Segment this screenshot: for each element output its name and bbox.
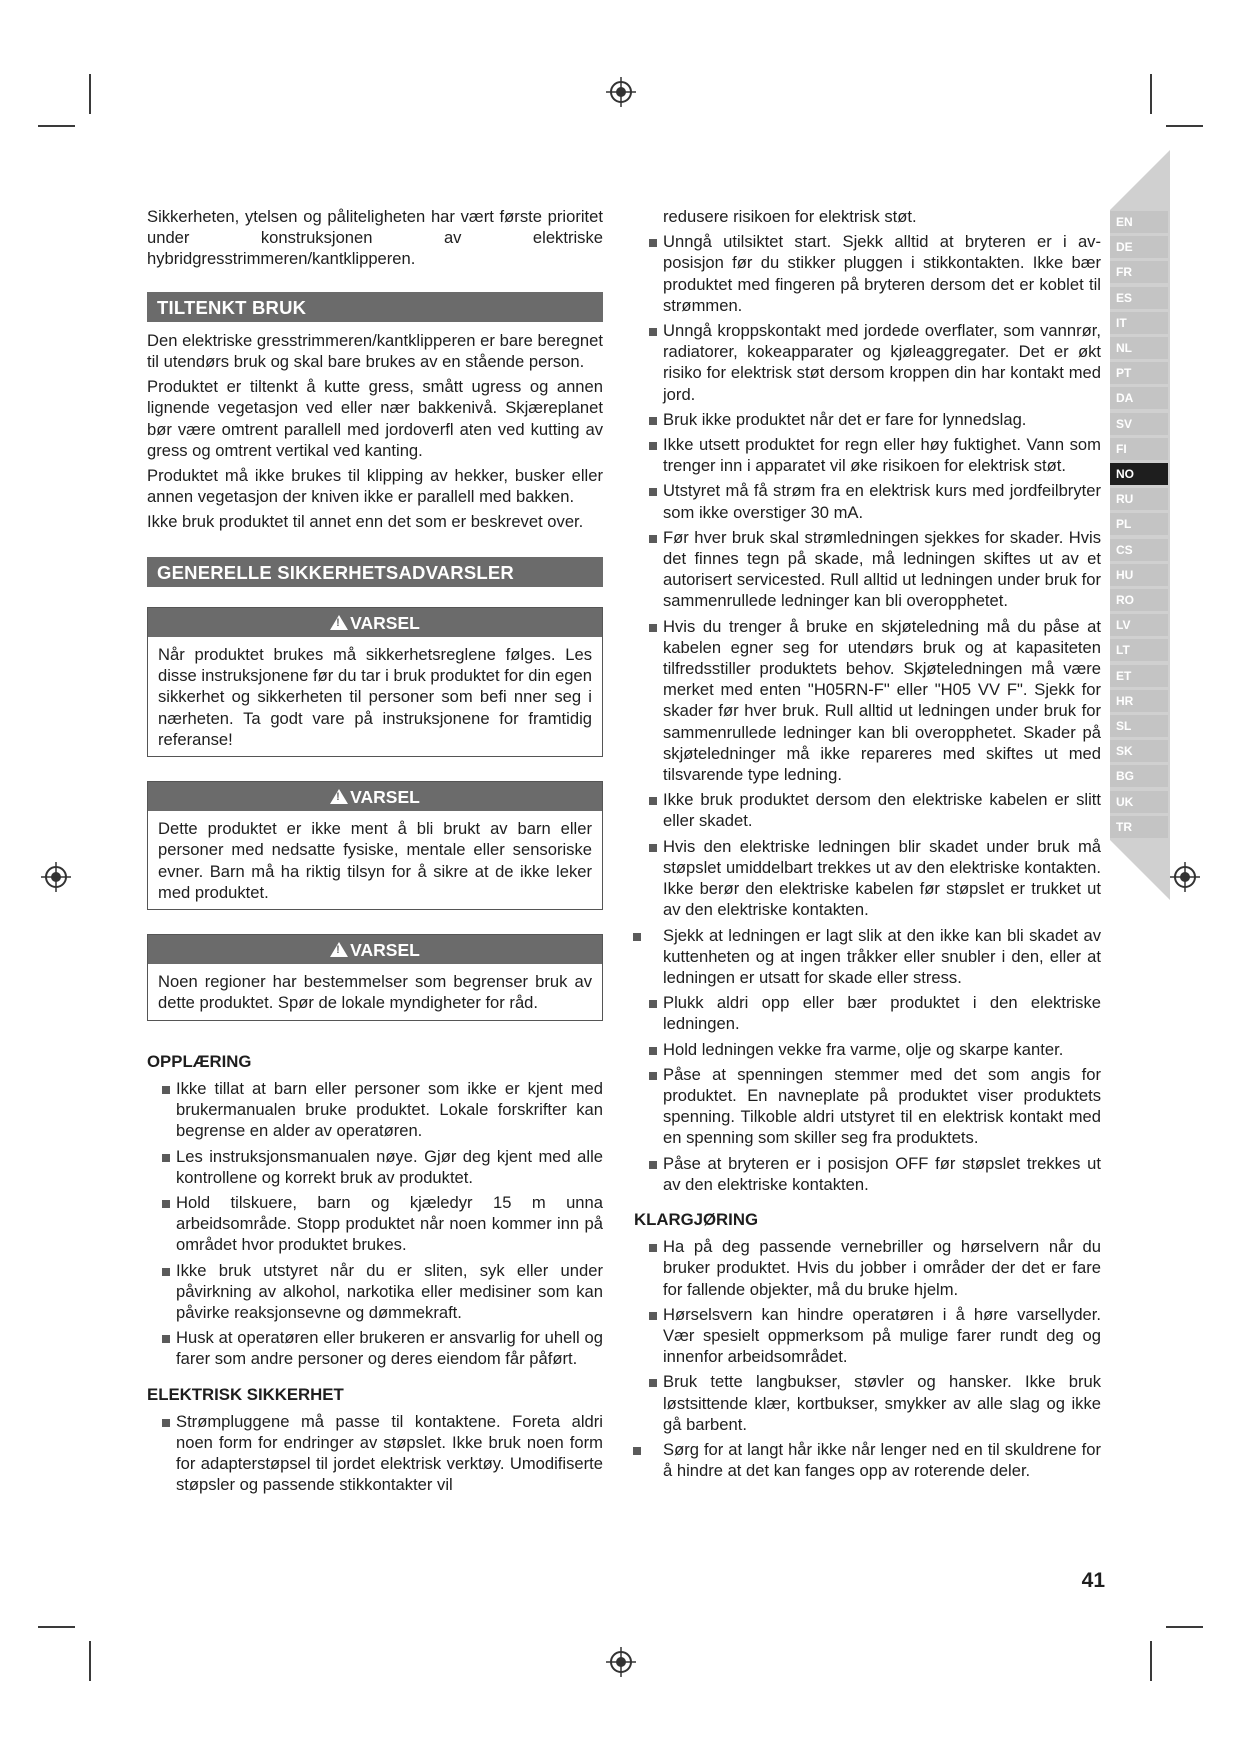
list-item: Bruk ikke produktet når det er fare for lynnedslag. (634, 409, 1101, 430)
language-tab-bg[interactable]: BG (1110, 765, 1168, 787)
left-column (147, 206, 603, 1500)
language-tab-cs[interactable]: CS (1110, 539, 1168, 561)
crop-mark-top-left-v (89, 74, 91, 114)
crop-mark-bottom-left-h (38, 1626, 75, 1628)
language-tab-fr[interactable]: FR (1110, 261, 1168, 283)
list-item: Sjekk at ledningen er lagt slik at den ikke kan bli skadet av kuttenheten og at ingen tråkker eller snubler i den, eller at ledningen er utsatt for skade eller stress. (634, 925, 1101, 989)
language-tab-pl[interactable]: PL (1110, 513, 1168, 535)
list-item: Unngå kroppskontakt med jordede overflater, som vannrør, radiatorer, kokeapparater og kjøleaggregater. Det er økt risiko for elektrisk støt dersom kroppen din har kontakt med jord. (634, 320, 1101, 405)
warning-header (148, 935, 602, 964)
crop-mark-top-left-h (38, 125, 75, 127)
warning-title: VARSEL (350, 612, 420, 633)
list-item: Hørselsvern kan hindre operatøren i å høre varsellyder. Vær spesielt oppmerksom på mulige farer rundt deg og innenfor arbeidsområdet. (634, 1304, 1101, 1368)
language-tab-sv[interactable]: SV (1110, 413, 1168, 435)
list-item: Utstyret må få strøm fra en elektrisk kurs med jordfeilbryter som ikke overstiger 30 mA. (634, 480, 1101, 522)
warning-header (148, 782, 602, 811)
list-item: Påse at bryteren er i posisjon OFF før støpslet trekkes ut av den elektriske kontakten. (634, 1153, 1101, 1195)
list-item: Hvis du trenger å bruke en skjøteledning må du påse at kabelen egner seg for utendørs bruk og at kapasiteten tilfredsstiller produktets behov. Skjøteledningen må være merket med enten "H05RN-F" eller "H05 VV F". Sjekk for skader før hver bruk. Rull alltid ut ledningen under bruk for sammenrullede ledninger kan bli overopphetet. Skader på skjøteledninger må ikke repareres med skiftes ut med tilsvarende type ledning. (634, 616, 1101, 786)
warning-title: VARSEL (350, 787, 420, 808)
language-tab-fi[interactable]: FI (1110, 438, 1168, 460)
section-title-intended-use: TILTENKT BRUK (147, 292, 603, 322)
heading-training: OPPLÆRING (147, 1051, 252, 1071)
heading-electrical-safety: ELEKTRISK SIKKERHET (147, 1384, 344, 1404)
list-item: Plukk aldri opp eller bær produktet i den elektriske ledningen. (634, 992, 1101, 1034)
language-tab-et[interactable]: ET (1110, 665, 1168, 687)
electrical-list (147, 1411, 603, 1496)
registration-mark-icon (1170, 862, 1200, 892)
registration-mark-icon (606, 1647, 636, 1677)
list-item: Ikke tillat at barn eller personer som ikke er kjent med brukermanualen bruke produktet. Lokale forskrifter kan begrense en alder av operatøren. (147, 1078, 603, 1142)
list-item: Før hver bruk skal strømledningen sjekkes for skader. Hvis det finnes tegn på skade, må ledningen skiftes ut av et autorisert servicested. Rull alltid ut ledningen under bruk for sammenrullede ledninger kan bli overopphetet. (634, 527, 1101, 612)
warning-triangle-icon (330, 615, 348, 630)
crop-mark-top-right-v (1150, 74, 1152, 114)
warning-header (148, 608, 602, 637)
language-tab-es[interactable]: ES (1110, 287, 1168, 309)
language-tab-nl[interactable]: NL (1110, 337, 1168, 359)
language-tab-hu[interactable]: HU (1110, 564, 1168, 586)
warning-triangle-icon (330, 942, 348, 957)
list-item: Strømpluggene må passe til kontaktene. Foreta aldri noen form for endringer av støpslet. Ikke bruk noen form for adapterstøpsel til jordet elektrisk verktøy. Umodifiserte støpsler og passende stikkontakter vil (147, 1411, 603, 1496)
language-tab-pt[interactable]: PT (1110, 362, 1168, 384)
intro-text: Sikkerheten, ytelsen og påliteligheten har vært første prioritet under konstruksjonen av elektriske hybridgresstrimmeren/kantklipperen. (147, 207, 603, 269)
electrical-list-continued (634, 231, 1101, 1195)
intended-use-p4: Ikke bruk produktet til annet enn det som er beskrevet over. (147, 512, 584, 532)
list-item: Ikke utsett produktet for regn eller høy fuktighet. Vann som trenger inn i apparatet vil øke risikoen for elektrisk støt. (634, 434, 1101, 476)
crop-mark-bottom-right-v (1150, 1641, 1152, 1681)
language-tab-lv[interactable]: LV (1110, 614, 1168, 636)
crop-mark-bottom-right-h (1166, 1626, 1203, 1628)
warning-box (147, 781, 603, 910)
continuation-text: redusere risikoen for elektrisk støt. (663, 207, 917, 226)
intended-use-p2: Produktet er tiltenkt å kutte gress, smått ugress og annen lignende vegetasjon ved eller nær bakkenivå. Skjæreplanet bør være omtrent parallell med jordoverfl aten ved kutting av gress og omtrent vertikal ved kanting. (147, 377, 603, 460)
list-item: Sørg for at langt hår ikke når lenger ned en til skuldrene for å hindre at det kan fanges opp av roterende deler. (634, 1439, 1101, 1481)
warning-box (147, 934, 603, 1021)
language-tab-tr[interactable]: TR (1110, 816, 1168, 838)
list-item: Ha på deg passende vernebriller og hørselvern når du bruker produktet. Hvis du jobber i områder der det er fare for fallende objekter, må du bruke hjelm. (634, 1236, 1101, 1300)
list-item: Ikke bruk produktet dersom den elektriske kabelen er slitt eller skadet. (634, 789, 1101, 831)
language-tab-uk[interactable]: UK (1110, 791, 1168, 813)
language-tab-de[interactable]: DE (1110, 236, 1168, 258)
warning-box (147, 607, 603, 757)
page-number: 41 (1081, 1569, 1105, 1592)
crop-mark-top-right-h (1166, 125, 1203, 127)
list-item: Husk at operatøren eller brukeren er ansvarlig for uhell og farer som andre personer og deres eiendom får påført. (147, 1327, 603, 1369)
warning-title: VARSEL (350, 940, 420, 961)
section-title-general-warnings: GENERELLE SIKKERHETSADVARSLER (147, 557, 603, 587)
language-tab-no[interactable]: NO (1110, 463, 1168, 485)
language-tab-ro[interactable]: RO (1110, 589, 1168, 611)
list-item: Hold ledningen vekke fra varme, olje og skarpe kanter. (634, 1039, 1101, 1060)
language-tab-da[interactable]: DA (1110, 387, 1168, 409)
list-item: Hvis den elektriske ledningen blir skadet under bruk må støpslet umiddelbart trekkes ut av den elektriske kontakten. Ikke berør den elektriske kabelen før støpslet er trukket ut av den elektriske kontakten. (634, 836, 1101, 921)
list-item: Påse at spenningen stemmer med det som angis for produktet. En navneplate på produktet viser produktets spenning. Tilkoble aldri utstyret til en elektrisk kontakt med en spenning som skiller seg fra produktets. (634, 1064, 1101, 1149)
warning-text: Noen regioner har bestemmelser som begrenser bruk av dette produktet. Spør de lokale myndigheter for råd. (158, 972, 592, 1013)
language-tab-lt[interactable]: LT (1110, 639, 1168, 661)
preparation-list (634, 1236, 1101, 1481)
list-item: Unngå utilsiktet start. Sjekk alltid at bryteren er i av-posisjon før du stikker pluggen i stikkontakten. Ikke bær produktet med fingeren på bryteren dersom det er koblet til strømmen. (634, 231, 1101, 316)
intended-use-p3: Produktet må ikke brukes til klipping av hekker, busker eller annen vegetasjon der kniven ikke er parallell med bakken. (147, 466, 603, 507)
language-tab-en[interactable]: EN (1110, 211, 1168, 233)
warning-text: Dette produktet er ikke ment å bli brukt av barn eller personer med nedsatte fysiske, mentale eller sensoriske evner. Barn må ha riktig tilsyn for å sikre at de ikke leker med produktet. (158, 819, 592, 902)
language-tab-it[interactable]: IT (1110, 312, 1168, 334)
registration-mark-icon (606, 77, 636, 107)
training-list (147, 1078, 603, 1370)
language-tab-sl[interactable]: SL (1110, 715, 1168, 737)
language-tab-sk[interactable]: SK (1110, 740, 1168, 762)
intended-use-p1: Den elektriske gresstrimmeren/kantklipperen er bare beregnet til utendørs bruk og skal bare brukes av en stående person. (147, 330, 603, 372)
registration-mark-icon (41, 862, 71, 892)
warning-text: Når produktet brukes må sikkerhetsreglene følges. Les disse instruksjonene før du tar i bruk produktet for din egen sikkerhet og sikkerheten til personer som befi nner seg i nærheten. Ta godt vare på instruksjonene for framtidig referanse! (158, 645, 592, 749)
list-item: Bruk tette langbukser, støvler og hansker. Ikke bruk løstsittende klær, kortbukser, smykker av alle slag og ikke gå barbent. (634, 1371, 1101, 1435)
crop-mark-bottom-left-v (89, 1641, 91, 1681)
language-tab-ru[interactable]: RU (1110, 488, 1168, 510)
language-tab-hr[interactable]: HR (1110, 690, 1168, 712)
list-item: Ikke bruk utstyret når du er sliten, syk eller under påvirkning av alkohol, narkotika eller medisiner som kan påvirke reaksjonsevne og dømmekraft. (147, 1260, 603, 1324)
right-column (634, 206, 1101, 1485)
list-item: Hold tilskuere, barn og kjæledyr 15 m unna arbeidsområde. Stopp produktet når noen kommer inn på området hvor produktet brukes. (147, 1192, 603, 1256)
warning-triangle-icon (330, 789, 348, 804)
list-item: Les instruksjonsmanualen nøye. Gjør deg kjent med alle kontrollene og korrekt bruk av produktet. (147, 1146, 603, 1188)
heading-preparation: KLARGJØRING (634, 1209, 758, 1229)
